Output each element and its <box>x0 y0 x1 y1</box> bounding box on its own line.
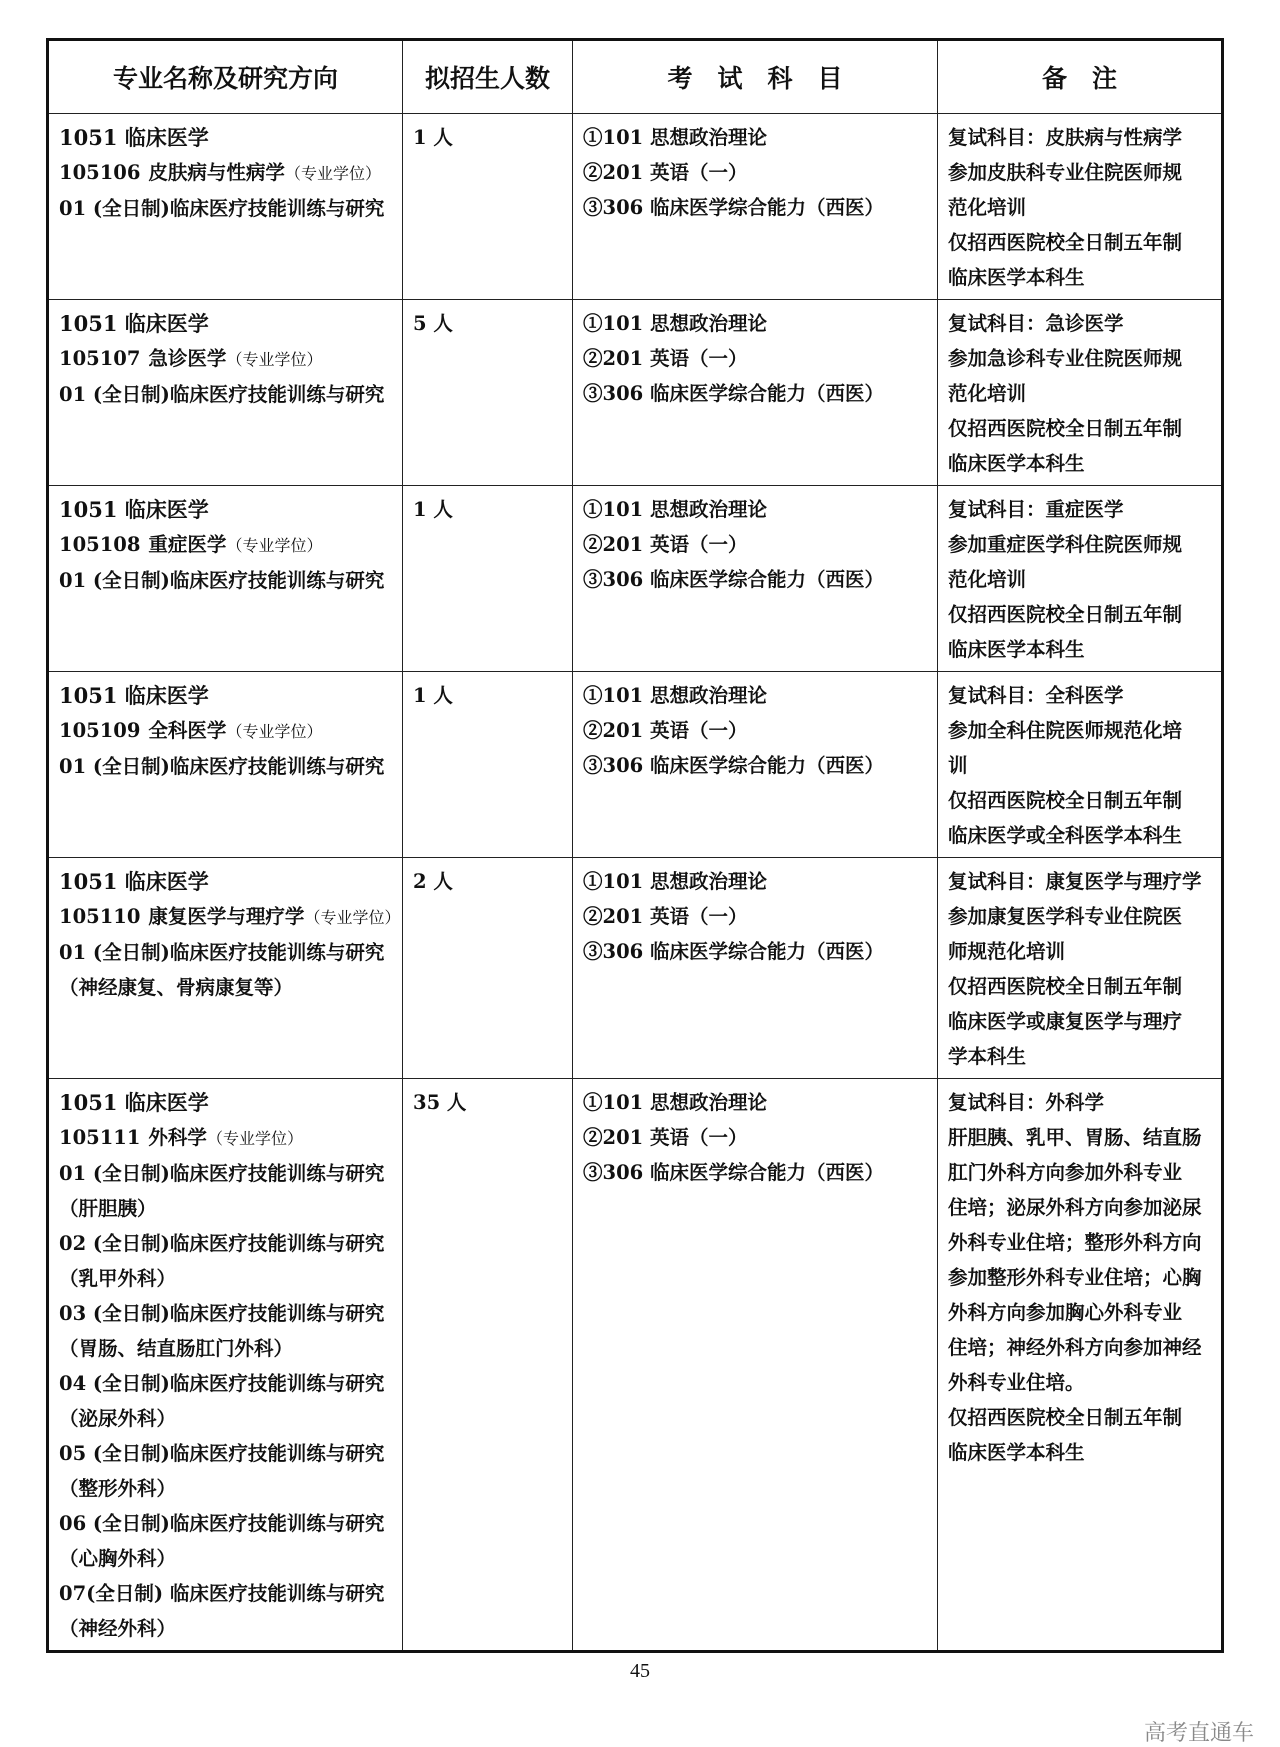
research-direction: （整形外科） <box>59 1477 177 1500</box>
remarks-cell <box>938 300 1223 486</box>
major-title: 1051 临床医学 <box>59 497 209 522</box>
quota-cell <box>403 672 573 858</box>
degree-type: （专业学位） <box>226 350 323 369</box>
header-major: 专业名称及研究方向 <box>48 40 403 114</box>
sub-major <box>59 527 392 563</box>
remark-line: 参加急诊科专业住院医师规 <box>948 347 1183 370</box>
research-direction: 01 (全日制)临床医疗技能训练与研究 <box>59 383 385 406</box>
remark-line: 参加重症医学科住院医师规 <box>948 533 1183 556</box>
sub-major-code: 105110 <box>59 905 141 928</box>
admissions-table <box>46 38 1224 1653</box>
exam-cell <box>573 114 938 300</box>
remark-line: 仅招西医院校全日制五年制 <box>948 789 1183 812</box>
enrollment-quota: 35 人 <box>413 1091 467 1114</box>
exam-subject: ③306 临床医学综合能力（西医） <box>583 754 884 777</box>
remark-line: 仅招西医院校全日制五年制 <box>948 975 1183 998</box>
major-cell <box>48 300 403 486</box>
enrollment-quota: 1 人 <box>413 126 453 149</box>
major-cell <box>48 486 403 672</box>
research-direction: 03 (全日制)临床医疗技能训练与研究 <box>59 1302 385 1325</box>
degree-type: （专业学位） <box>284 164 381 183</box>
exam-cell <box>573 300 938 486</box>
remarks-cell <box>938 858 1223 1079</box>
remark-line: 参加整形外科专业住培；心胸 <box>948 1266 1202 1289</box>
remark-line: 外科方向参加胸心外科专业 <box>948 1301 1183 1324</box>
exam-subject: ①101 思想政治理论 <box>583 1091 767 1114</box>
table-row <box>48 114 1223 300</box>
remark-line: 仅招西医院校全日制五年制 <box>948 231 1183 254</box>
exam-subject: ③306 临床医学综合能力（西医） <box>583 940 884 963</box>
exam-subject: ②201 英语（一） <box>583 347 748 370</box>
research-direction: 01 (全日制)临床医疗技能训练与研究 <box>59 197 385 220</box>
remark-line: 复试科目：康复医学与理疗学 <box>948 870 1202 893</box>
exam-subject: ①101 思想政治理论 <box>583 312 767 335</box>
sub-major-name: 急诊医学 <box>148 347 227 370</box>
remark-line: 复试科目：重症医学 <box>948 498 1124 521</box>
quota-cell <box>403 858 573 1079</box>
watermark: 高考直通车 <box>1143 1721 1254 1746</box>
sub-major <box>59 713 392 749</box>
major-title: 1051 临床医学 <box>59 683 209 708</box>
exam-cell <box>573 672 938 858</box>
remark-line: 临床医学本科生 <box>948 452 1085 475</box>
exam-subject: ②201 英语（一） <box>583 1126 748 1149</box>
remark-line: 仅招西医院校全日制五年制 <box>948 1406 1183 1429</box>
research-direction: （肝胆胰） <box>59 1197 157 1220</box>
remark-line: 复试科目：皮肤病与性病学 <box>948 126 1183 149</box>
enrollment-quota: 1 人 <box>413 498 453 521</box>
degree-type: （专业学位） <box>304 908 401 927</box>
remark-line: 外科专业住培。 <box>948 1371 1085 1394</box>
major-title: 1051 临床医学 <box>59 869 209 894</box>
remark-line: 仅招西医院校全日制五年制 <box>948 417 1183 440</box>
remark-line: 训 <box>948 754 968 777</box>
page-number: 45 <box>630 1660 650 1682</box>
remark-line: 肛门外科方向参加外科专业 <box>948 1161 1183 1184</box>
table-row <box>48 486 1223 672</box>
sub-major-code: 105111 <box>59 1126 141 1149</box>
sub-major-name: 重症医学 <box>148 533 227 556</box>
remarks-cell <box>938 486 1223 672</box>
remark-line: 参加康复医学科专业住院医 <box>948 905 1183 928</box>
exam-subject: ②201 英语（一） <box>583 161 748 184</box>
sub-major <box>59 899 401 935</box>
sub-major-code: 105109 <box>59 719 141 742</box>
major-cell <box>48 672 403 858</box>
remark-line: 临床医学本科生 <box>948 638 1085 661</box>
research-direction: 01 (全日制)临床医疗技能训练与研究 <box>59 1162 385 1185</box>
remark-line: 范化培训 <box>948 382 1027 405</box>
table-row <box>48 858 1223 1079</box>
exam-subject: ①101 思想政治理论 <box>583 684 767 707</box>
exam-subject: ③306 临床医学综合能力（西医） <box>583 196 884 219</box>
remark-line: 学本科生 <box>948 1045 1027 1068</box>
research-direction: 01 (全日制)临床医疗技能训练与研究 <box>59 941 385 964</box>
quota-cell <box>403 1079 573 1652</box>
exam-subject: ①101 思想政治理论 <box>583 870 767 893</box>
remark-line: 临床医学本科生 <box>948 1441 1085 1464</box>
sub-major-name: 康复医学与理疗学 <box>148 905 305 928</box>
exam-subject: ③306 临床医学综合能力（西医） <box>583 382 884 405</box>
remark-line: 住培；泌尿外科方向参加泌尿 <box>948 1196 1202 1219</box>
header-quota: 拟招生人数 <box>403 40 573 114</box>
exam-subject: ②201 英语（一） <box>583 719 748 742</box>
exam-subject: ③306 临床医学综合能力（西医） <box>583 568 884 591</box>
sub-major-name: 全科医学 <box>148 719 227 742</box>
major-title: 1051 临床医学 <box>59 311 209 336</box>
degree-type: （专业学位） <box>226 536 323 555</box>
research-direction: 01 (全日制)临床医疗技能训练与研究 <box>59 569 385 592</box>
exam-cell <box>573 858 938 1079</box>
research-direction: （乳甲外科） <box>59 1267 177 1290</box>
remark-line: 师规范化培训 <box>948 940 1066 963</box>
sub-major-code: 105107 <box>59 347 141 370</box>
sub-major-code: 105108 <box>59 533 141 556</box>
remark-line: 参加皮肤科专业住院医师规 <box>948 161 1183 184</box>
major-cell <box>48 858 403 1079</box>
sub-major <box>59 341 392 377</box>
remark-line: 外科专业住培；整形外科方向 <box>948 1231 1202 1254</box>
remarks-cell <box>938 672 1223 858</box>
enrollment-quota: 1 人 <box>413 684 453 707</box>
header-exams: 考 试 科 目 <box>573 40 938 114</box>
exam-subject: ②201 英语（一） <box>583 905 748 928</box>
research-direction: 04 (全日制)临床医疗技能训练与研究 <box>59 1372 385 1395</box>
research-direction: 01 (全日制)临床医疗技能训练与研究 <box>59 755 385 778</box>
research-direction: 07(全日制) 临床医疗技能训练与研究 <box>59 1582 385 1605</box>
degree-type: （专业学位） <box>206 1129 303 1148</box>
research-direction: （胃肠、结直肠肛门外科） <box>59 1337 294 1360</box>
exam-subject: ②201 英语（一） <box>583 533 748 556</box>
sub-major-name: 外科学 <box>148 1126 207 1149</box>
remark-line: 范化培训 <box>948 196 1027 219</box>
exam-subject: ③306 临床医学综合能力（西医） <box>583 1161 884 1184</box>
research-direction: （神经外科） <box>59 1617 177 1640</box>
sub-major <box>59 155 392 191</box>
quota-cell <box>403 114 573 300</box>
exam-cell <box>573 1079 938 1652</box>
enrollment-quota: 5 人 <box>413 312 453 335</box>
remark-line: 复试科目：急诊医学 <box>948 312 1124 335</box>
quota-cell <box>403 486 573 672</box>
remark-line: 临床医学或全科医学本科生 <box>948 824 1183 847</box>
sub-major <box>59 1120 392 1156</box>
exam-cell <box>573 486 938 672</box>
remark-line: 肝胆胰、乳甲、胃肠、结直肠 <box>948 1126 1202 1149</box>
research-direction: 02 (全日制)临床医疗技能训练与研究 <box>59 1232 385 1255</box>
remark-line: 复试科目：全科医学 <box>948 684 1124 707</box>
major-title: 1051 临床医学 <box>59 125 209 150</box>
remarks-cell <box>938 114 1223 300</box>
exam-subject: ①101 思想政治理论 <box>583 498 767 521</box>
remark-line: 临床医学本科生 <box>948 266 1085 289</box>
major-cell <box>48 1079 403 1652</box>
exam-subject: ①101 思想政治理论 <box>583 126 767 149</box>
remark-line: 住培；神经外科方向参加神经 <box>948 1336 1202 1359</box>
enrollment-quota: 2 人 <box>413 870 453 893</box>
remark-line: 参加全科住院医师规范化培 <box>948 719 1183 742</box>
remark-line: 临床医学或康复医学与理疗 <box>948 1010 1183 1033</box>
research-direction: 05 (全日制)临床医疗技能训练与研究 <box>59 1442 385 1465</box>
table-row <box>48 672 1223 858</box>
table-header-row <box>48 40 1223 114</box>
research-direction: （心胸外科） <box>59 1547 177 1570</box>
remark-line: 范化培训 <box>948 568 1027 591</box>
research-direction: （神经康复、骨病康复等） <box>59 976 294 999</box>
table-row <box>48 300 1223 486</box>
remarks-cell <box>938 1079 1223 1652</box>
major-title: 1051 临床医学 <box>59 1090 209 1115</box>
sub-major-name: 皮肤病与性病学 <box>148 161 285 184</box>
research-direction: 06 (全日制)临床医疗技能训练与研究 <box>59 1512 385 1535</box>
research-direction: （泌尿外科） <box>59 1407 177 1430</box>
header-remarks: 备 注 <box>938 40 1223 114</box>
major-cell <box>48 114 403 300</box>
table-row <box>48 1079 1223 1652</box>
sub-major-code: 105106 <box>59 161 141 184</box>
remark-line: 仅招西医院校全日制五年制 <box>948 603 1183 626</box>
remark-line: 复试科目：外科学 <box>948 1091 1105 1114</box>
quota-cell <box>403 300 573 486</box>
degree-type: （专业学位） <box>226 722 323 741</box>
